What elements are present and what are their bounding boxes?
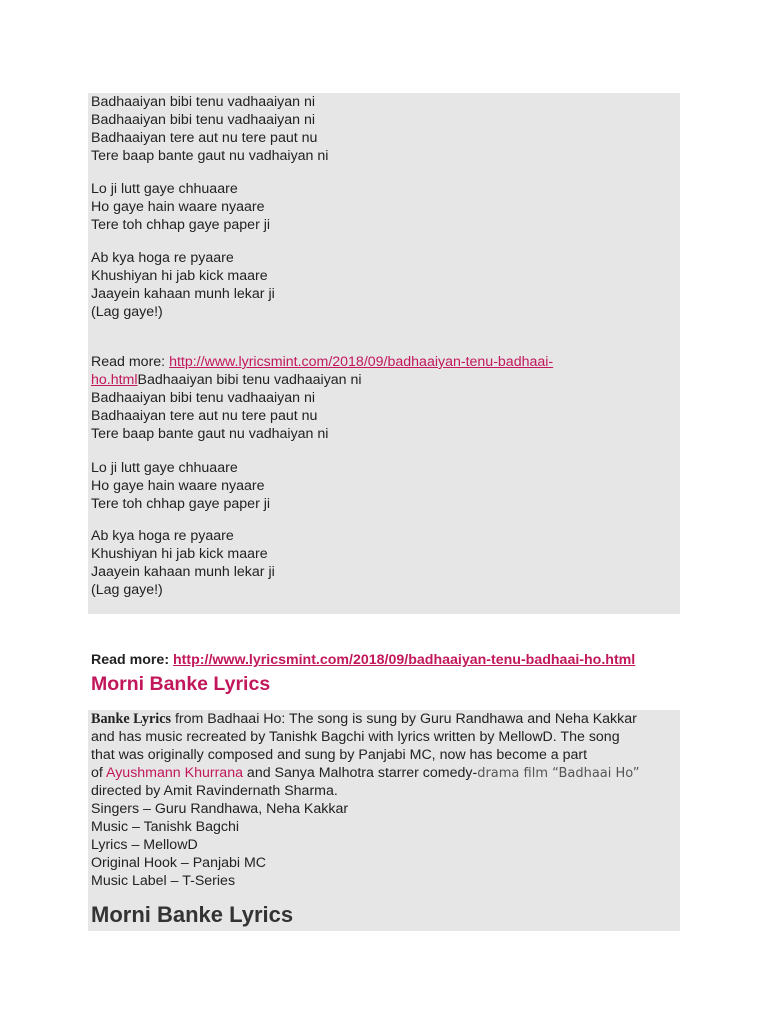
read-more-label: Read more: (91, 354, 170, 370)
lyric-line: Jaayein kahaan munh lekar ji (91, 564, 275, 580)
section-title: Morni Banke Lyrics (91, 902, 294, 927)
lyric-line: (Lag gaye!) (91, 304, 163, 320)
lyric-line: Ho gaye hain waare nyaare (91, 478, 265, 494)
lyric-line: Badhaaiyan tere aut nu tere paut nu (91, 408, 318, 424)
lyric-line: Tere toh chhap gaye paper ji (91, 496, 271, 512)
lyric-line: Khushiyan hi jab kick maare (91, 268, 268, 284)
lyric-line: Tere baap bante gaut nu vadhaiyan ni (91, 148, 329, 164)
lyric-line: Jaayein kahaan munh lekar ji (91, 286, 275, 302)
read-more-link[interactable]: http://www.lyricsmint.com/2018/09/badhaaiyan-tenu-badhaai- (169, 354, 554, 370)
lyric-line: Khushiyan hi jab kick maare (91, 546, 268, 562)
lyric-line: Ab kya hoga re pyaare (91, 250, 234, 266)
description-text: from Badhaai Ho: The song is sung by Guru Randhawa and Neha Kakkar (171, 711, 637, 727)
lyric-line: Lo ji lutt gaye chhuaare (91, 460, 238, 476)
lyric-line: Badhaaiyan bibi tenu vadhaaiyan ni (137, 372, 362, 388)
credit-line: Music – Tanishk Bagchi (91, 819, 239, 835)
description-line: directed by Amit Ravindernath Sharma. (91, 783, 338, 799)
lyric-line: Badhaaiyan bibi tenu vadhaaiyan ni (91, 390, 316, 406)
lyric-line: Ab kya hoga re pyaare (91, 528, 234, 544)
lyric-line: Ho gaye hain waare nyaare (91, 199, 265, 215)
lyric-line: (Lag gaye!) (91, 582, 163, 598)
credit-line: Singers – Guru Randhawa, Neha Kakkar (91, 801, 349, 817)
description-bold-text: Banke Lyrics (91, 711, 172, 727)
actor-link[interactable]: Ayushmann Khurrana (106, 765, 243, 781)
read-more-link[interactable]: ho.html (91, 372, 138, 388)
read-more-label: Read more: (91, 652, 173, 668)
description-text: and Sanya Malhotra starrer comedy- (242, 765, 478, 781)
description-line: that was originally composed and sung by Panjabi MC, now has become a part (91, 747, 588, 763)
description-line (91, 764, 640, 783)
description-line: and has music recreated by Tanishk Bagchi with lyrics written by MellowD. The song (91, 729, 620, 745)
credit-line: Lyrics – MellowD (91, 837, 198, 853)
lyric-line: Tere baap bante gaut nu vadhaiyan ni (91, 426, 329, 442)
lyric-line: Badhaaiyan tere aut nu tere paut nu (91, 130, 318, 146)
read-more-line (91, 651, 635, 669)
credit-line: Original Hook – Panjabi MC (91, 855, 267, 871)
read-more-line (91, 353, 553, 371)
description-line (91, 710, 637, 728)
read-more-link[interactable]: http://www.lyricsmint.com/2018/09/badhaaiyan-tenu-badhaai-ho.html (173, 652, 636, 668)
lyric-line: Badhaaiyan bibi tenu vadhaaiyan ni (91, 94, 316, 110)
read-more-line (91, 371, 362, 389)
description-text: drama film “Badhaai Ho” (477, 766, 640, 781)
lyric-line: Badhaaiyan bibi tenu vadhaaiyan ni (91, 112, 316, 128)
lyric-line: Lo ji lutt gaye chhuaare (91, 181, 238, 197)
credit-line: Music Label – T-Series (91, 873, 236, 889)
description-text: of (91, 765, 106, 781)
lyric-line: Tere toh chhap gaye paper ji (91, 217, 271, 233)
section-title: Morni Banke Lyrics (91, 673, 271, 695)
